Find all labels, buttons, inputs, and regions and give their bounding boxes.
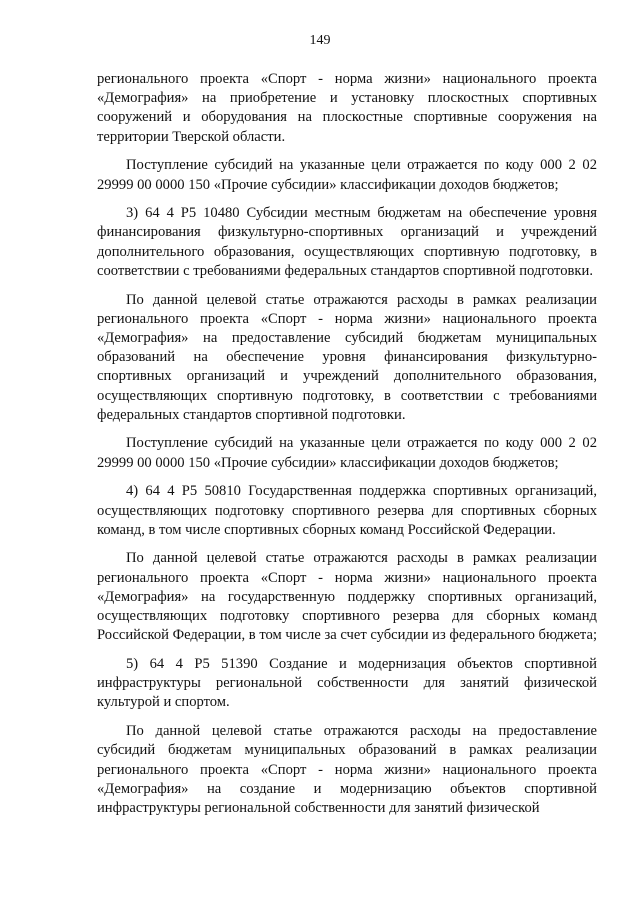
paragraph-7: По данной целевой статье отражаются расходы в рамках реализации регионального проекта «Спорт - норма жизни» национального проекта «Демография» на государственную поддержку спортивных организаций, осуществляющих подготовку спортивного резерва для сборных команд Российской Федерации, в том числе за счет субсидии из федерального бюджета;	[97, 550, 598, 644]
paragraph-1: регионального проекта «Спорт - норма жизни» национального проекта «Демография» на приобретение и установку плоскостных спортивных сооружений и оборудования на плоскостные спортивные сооружения на территории Тверской области.	[97, 71, 597, 145]
paragraph-6: 4) 64 4 Р5 50810 Государственная поддержка спортивных организаций, осуществляющих подготовку спортивного резерва для спортивных сборных команд, в том числе спортивных сборных команд Российской Федерации.	[97, 483, 597, 538]
paragraph-8: 5) 64 4 Р5 51390 Создание и модернизация объектов спортивной инфраструктуры региональной собственности для занятий физической культурой и спортом.	[97, 655, 597, 711]
paragraph-3: 3) 64 4 Р5 10480 Субсидии местным бюджетам на обеспечение уровня финансирования физкультурно-спортивных организаций и учреждений дополнительного образования, осуществляющих спортивную подготовку, в соответствии с требованиями федеральных стандартов спортивной подготовки.	[97, 205, 597, 279]
document-body	[97, 70, 597, 828]
paragraph-4: По данной целевой статье отражаются расходы в рамках реализации регионального проекта «Спорт - норма жизни» национального проекта «Демография» на предоставление субсидий бюджетам муниципальных образований на обеспечение уровня финансирования физкультурно-спортивных организаций и учреждений дополнительного образования, осуществляющих спортивную подготовку, в соответствии с требованиями федеральных стандартов спортивной подготовки.	[97, 291, 597, 423]
paragraph-2: Поступление субсидий на указанные цели отражается по коду 000 2 02 29999 00 0000 150 «Прочие субсидии» классификации доходов бюджетов;	[97, 157, 597, 193]
paragraph-9: По данной целевой статье отражаются расходы на предоставление субсидий бюджетам муниципальных образований в рамках реализации регионального проекта «Спорт - норма жизни» национального проекта «Демография» на создание и модернизацию объектов спортивной инфраструктуры региональной собственности для занятий физической	[97, 723, 597, 816]
paragraph-5: Поступление субсидий на указанные цели отражается по коду 000 2 02 29999 00 0000 150 «Прочие субсидии» классификации доходов бюджетов;	[97, 435, 597, 471]
page-number: 149	[309, 33, 331, 48]
